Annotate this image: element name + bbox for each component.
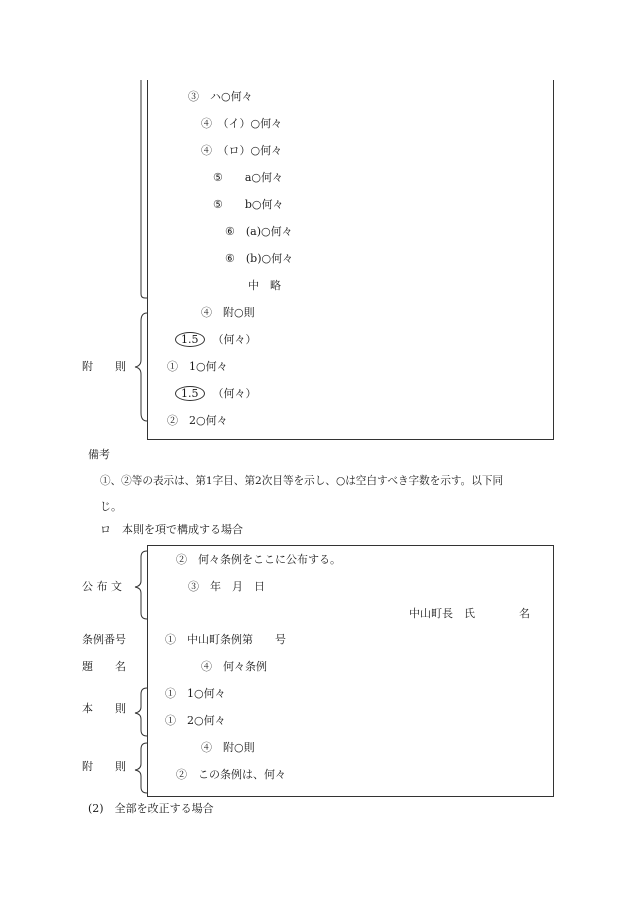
fusoku-label-top: 附 則: [82, 360, 126, 373]
top-item-chuuryaku: 中 略: [248, 279, 281, 292]
signature: 中山町長 氏 名: [409, 607, 530, 620]
daimei-label: 題 名: [82, 660, 126, 673]
koufubun-brace: [134, 551, 148, 621]
jourei-bangou-value: ① 中山町条例第 号: [165, 633, 286, 646]
honsoku-label: 本 則: [82, 702, 126, 715]
honsoku-item-2: ① 2○何々: [165, 714, 226, 727]
fusoku-label-ro: 附 則: [82, 760, 126, 773]
top-item-7: ⑥ (b)○何々: [225, 252, 294, 265]
jourei-bangou-label: 条例番号: [82, 633, 126, 646]
koufubun-item-1: ② 何々条例をここに公布する。: [176, 553, 341, 566]
biko-line-2: じ。: [100, 500, 122, 513]
koufubun-item-2: ③ 年 月 日: [188, 580, 265, 593]
honsoku-item-1: ① 1○何々: [165, 687, 226, 700]
fusoku-top-item-1: [175, 332, 257, 347]
fusoku-top-item-3-text: （何々）: [212, 387, 257, 400]
fusoku-top-item-2: ① 1○何々: [167, 360, 228, 373]
circled-number: 1.5: [175, 332, 205, 347]
section-2-heading: (2) 全部を改正する場合: [88, 802, 214, 815]
top-item-1: ③ ハ○何々: [188, 90, 253, 103]
fusoku-ro-item-1: ④ 附○則: [201, 741, 255, 754]
fusoku-brace-ro: [134, 743, 148, 793]
top-item-5: ⑤ b○何々: [213, 198, 284, 211]
top-item-4: ⑤ a○何々: [213, 171, 284, 184]
daimei-value: ④ 何々条例: [201, 660, 267, 673]
top-item-fusoku-heading: ④ 附○則: [201, 306, 255, 319]
top-item-6: ⑥ (a)○何々: [225, 225, 293, 238]
koufubun-label: 公 布 文: [82, 580, 122, 593]
fusoku-top-item-1-text: （何々）: [212, 333, 257, 346]
honsoku-brace: [139, 80, 149, 300]
biko-title: 備考: [88, 448, 110, 461]
fusoku-top-item-3: [175, 386, 257, 401]
top-item-2: ④ （イ）○何々: [201, 117, 283, 130]
biko-line-1: ①、②等の表示は、第1字目、第2次目等を示し、○は空白すべき字数を示す。以下同: [100, 475, 504, 487]
fusoku-top-item-4: ② 2○何々: [167, 414, 228, 427]
section-ro-heading: ロ 本則を項で構成する場合: [100, 523, 243, 536]
circled-number: 1.5: [175, 386, 205, 401]
honsoku-brace-ro: [134, 688, 148, 738]
fusoku-brace-top: [134, 313, 148, 423]
top-item-3: ④ （ロ）○何々: [201, 144, 283, 157]
fusoku-ro-item-2: ② この条例は、何々: [176, 768, 286, 781]
